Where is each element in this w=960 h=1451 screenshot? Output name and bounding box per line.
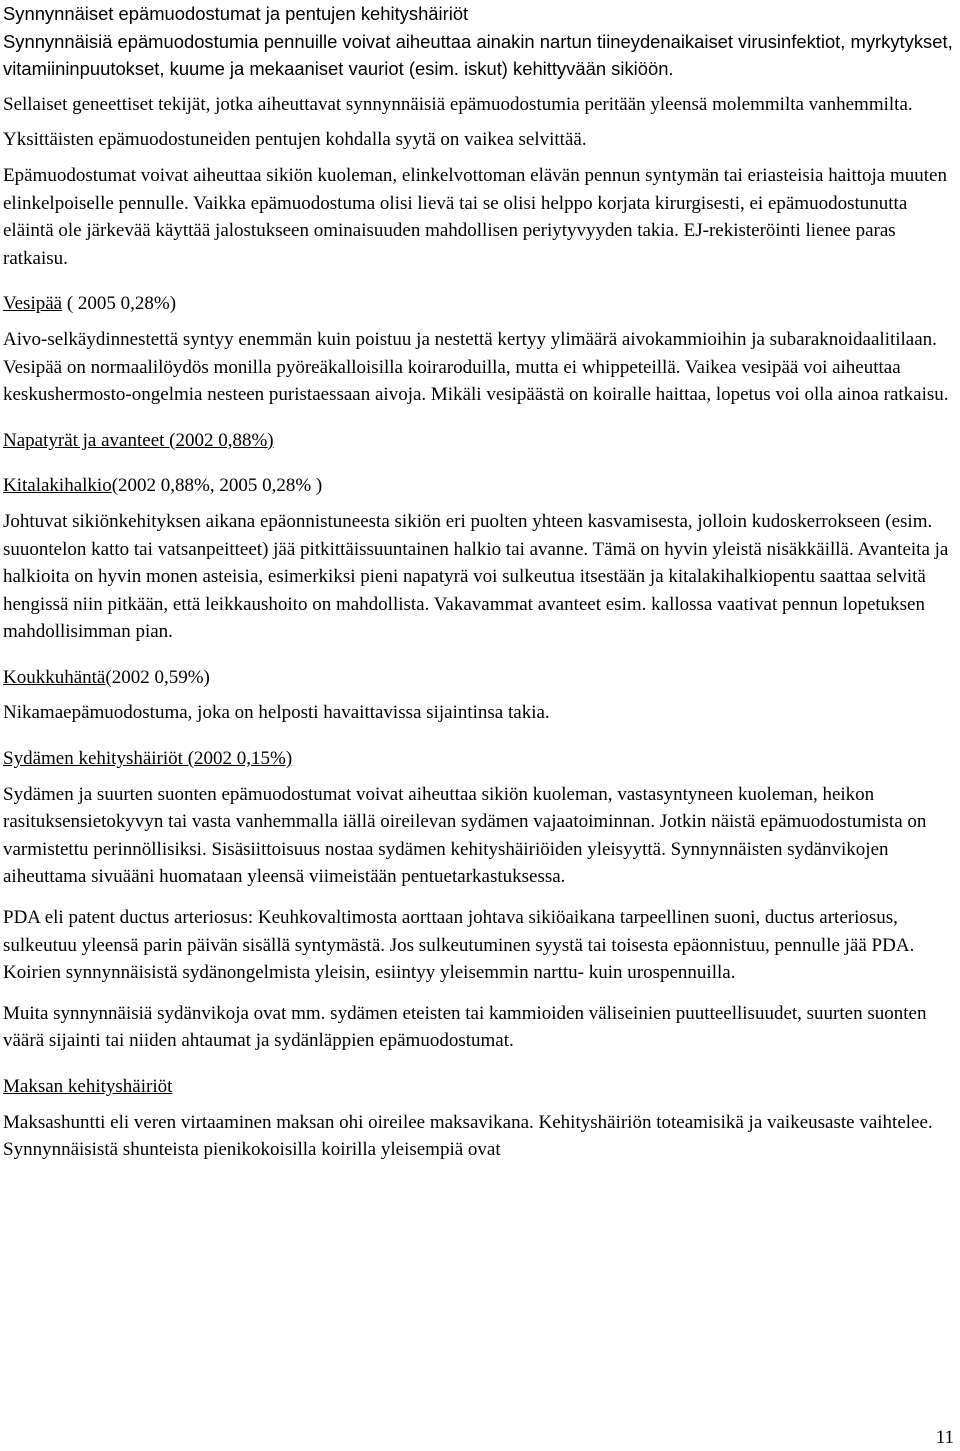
sydan-paragraph-3: Muita synnynnäisiä sydänvikoja ovat mm. sydämen eteisten tai kammioiden väliseinien puutteellisuudet, suurten suonten väärä sijainti tai niiden ahtaumat ja sydänläppien epämuodostumat. — [3, 1002, 927, 1052]
section-heading-napatyra — [3, 427, 957, 455]
section-heading-vesipaa — [3, 290, 957, 318]
document-page — [3, 0, 957, 1164]
intro-heading: Synnynnäiset epämuodostumat ja pentujen kehityshäiriöt — [3, 3, 469, 24]
section-heading-kitalaki — [3, 472, 957, 500]
intro-paragraph-4: Epämuodostumat voivat aiheuttaa sikiön kuoleman, elinkelvottoman elävän pennun syntymän tai eriasteisia haittoja muuten elinkelpoiselle pennulle. Vaikka epämuodostuma olisi lievä tai se olisi helppo korjata kirurgisesti, ei epämuodostunutta eläintä ole järkevää käyttää jalostukseen ominaisuuden mahdollisen periytyvyyden takia. EJ-rekisteröinti lienee paras ratkaisu. — [3, 164, 947, 269]
page-number: 11 — [935, 1427, 954, 1448]
kitalaki-body: Johtuvat sikiönkehityksen aikana epäonnistuneesta sikiön eri puolten yhteen kasvamisesta, jolloin kudoskerrokseen (esim. suuontelon katto tai vatsanpeitteet) jää pitkittäissuuntainen halkio tai avanne. Tämä on hyvin yleistä nisäkkäillä. Avanteita ja halkioita on hyvin monen asteisia, esimerkiksi pieni napatyrä voi sulkeutua itsestään ja kitalakihalkiopentu saattaa selvitä hengissä niin pitkään, että leikkaushoito on mahdollista. Vakavammat avanteet esim. kallossa vaativat pennun lopetuksen mahdollisimman pian. — [3, 510, 949, 643]
maksa-body: Maksashuntti eli veren virtaaminen maksan ohi oireilee maksavikana. Kehityshäiriön toteamisikä ja vaikeusaste vaihtelee. Synnynnäisistä shunteista pienikokoisilla koirilla yleisempiä ovat — [3, 1111, 933, 1161]
koukkuhanta-title-suffix: (2002 0,59%) — [105, 666, 210, 688]
vesipaa-title: Vesipää — [3, 293, 63, 315]
kitalaki-title: Kitalakihalkio — [3, 475, 112, 497]
intro-paragraph-3: Yksittäisten epämuodostuneiden pentujen kohdalla syytä on vaikea selvittää. — [3, 129, 587, 151]
vesipaa-body: Aivo-selkäydinnestettä syntyy enemmän kuin poistuu ja nestettä kertyy ylimäärä aivokammioihin ja subaraknoidaalitilaan. Vesipää on normaalilöydös monilla pyöreäkalloisilla koiraroduilla, mutta ei whippeteillä. Vaikea vesipää voi aiheuttaa keskushermosto-ongelmia nesteen puristaessaan aivoja. Mikäli vesipäästä on koiralle haittaa, lopetus voi olla ainoa ratkaisu. — [3, 328, 949, 406]
section-heading-maksa — [3, 1073, 957, 1101]
sydan-paragraph-2: PDA eli patent ductus arteriosus: Keuhkovaltimosta aorttaan johtava sikiöaikana tarpeellinen suoni, ductus arteriosus, sulkeutuu yleensä parin päivän sisällä syntymästä. Jos sulkeutuminen syystä tai toisesta epäonnistuu, pennulle jää PDA. Koirien synnynnäisistä sydänongelmista yleisin, esiintyy yleisemmin narttu- kuin urospennuilla. — [3, 907, 915, 984]
koukkuhanta-title: Koukkuhäntä — [3, 666, 106, 688]
vesipaa-title-suffix: ( 2005 0,28%) — [62, 293, 177, 315]
sydan-title: Sydämen kehityshäiriöt (2002 0,15%) — [3, 748, 293, 770]
koukkuhanta-body: Nikamaepämuodostuma, joka on helposti havaittavissa sijaintinsa takia. — [3, 702, 550, 724]
kitalaki-title-suffix: (2002 0,88%, 2005 0,28% ) — [111, 475, 323, 497]
sydan-paragraph-1: Sydämen ja suurten suonten epämuodostumat voivat aiheuttaa sikiön kuoleman, vastasyntyneen kuoleman, heikon rasituksensietokyvyn tai vasta vanhemmalla iällä oireilevan sydämen vajaatoiminnan. Jotkin näistä epämuodostumista on varmistettu perinnöllisiksi. Sisäsiittoisuus nostaa sydämen kehityshäiriöiden yleisyyttä. Synnynnäisten sydänvikojen aiheuttama sivuääni huomataan yleensä viimeistään pentuetarkastuksessa. — [3, 783, 927, 888]
section-heading-koukkuhanta — [3, 664, 957, 692]
napatyra-title: Napatyrät ja avanteet (2002 0,88%) — [3, 429, 274, 451]
intro-paragraph-2: Sellaiset geneettiset tekijät, jotka aiheuttavat synnynnäisiä epämuodostumia peritään yleensä molemmilta vanhemmilta. — [3, 93, 913, 115]
maksa-title: Maksan kehityshäiriöt — [3, 1076, 173, 1097]
section-heading-sydan — [3, 745, 957, 773]
intro-paragraph-1: Synnynnäisiä epämuodostumia pennuille voivat aiheuttaa ainakin nartun tiineydenaikaiset virusinfektiot, myrkytykset, vitamiininpuutokset, kuume ja mekaaniset vauriot (esim. iskut) kehittyvään sikiöön. — [3, 30, 953, 80]
